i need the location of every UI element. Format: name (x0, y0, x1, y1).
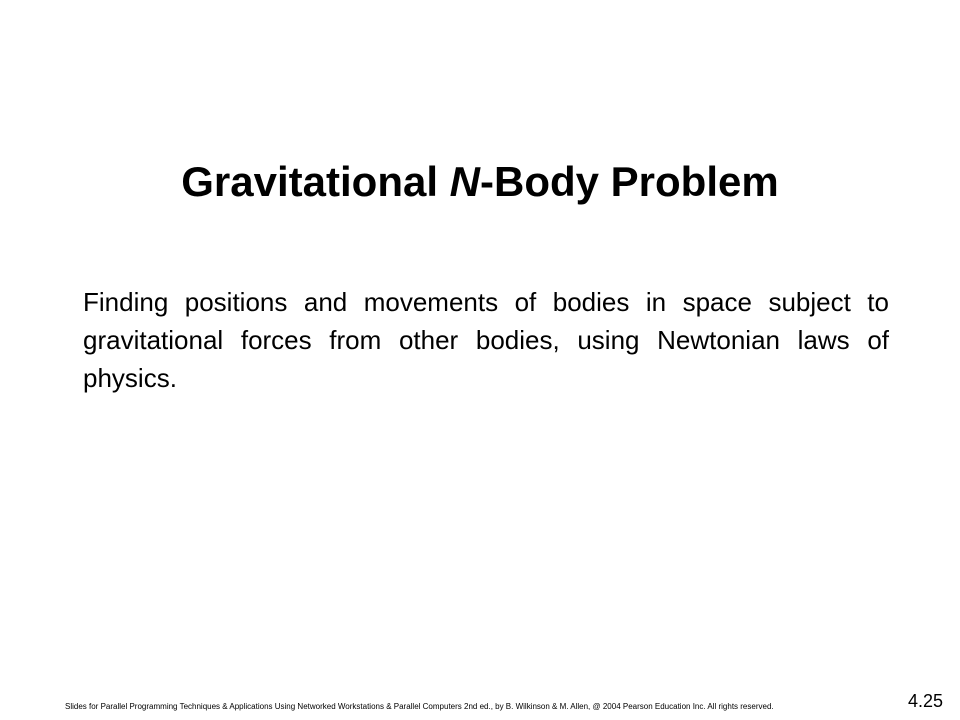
slide-title-part2: -Body Problem (480, 158, 779, 205)
slide-title-italic-n: N (449, 158, 481, 205)
slide-body-text: Finding positions and movements of bodies in space subject to gravitational forces from other bodies, using Newtonian laws of physics. (83, 287, 889, 393)
slide-title-part1: Gravitational (181, 158, 450, 205)
slide-page-number: 4.25 (907, 691, 943, 711)
slide-footer-copyright: Slides for Parallel Programming Techniques & Applications Using Networked Workstations & Parallel Computers 2nd ed., by B. Wilkinson & M. Allen, @ 2004 Pearson Education Inc. All rights reserved. (65, 702, 774, 711)
slide-title (0, 150, 960, 214)
